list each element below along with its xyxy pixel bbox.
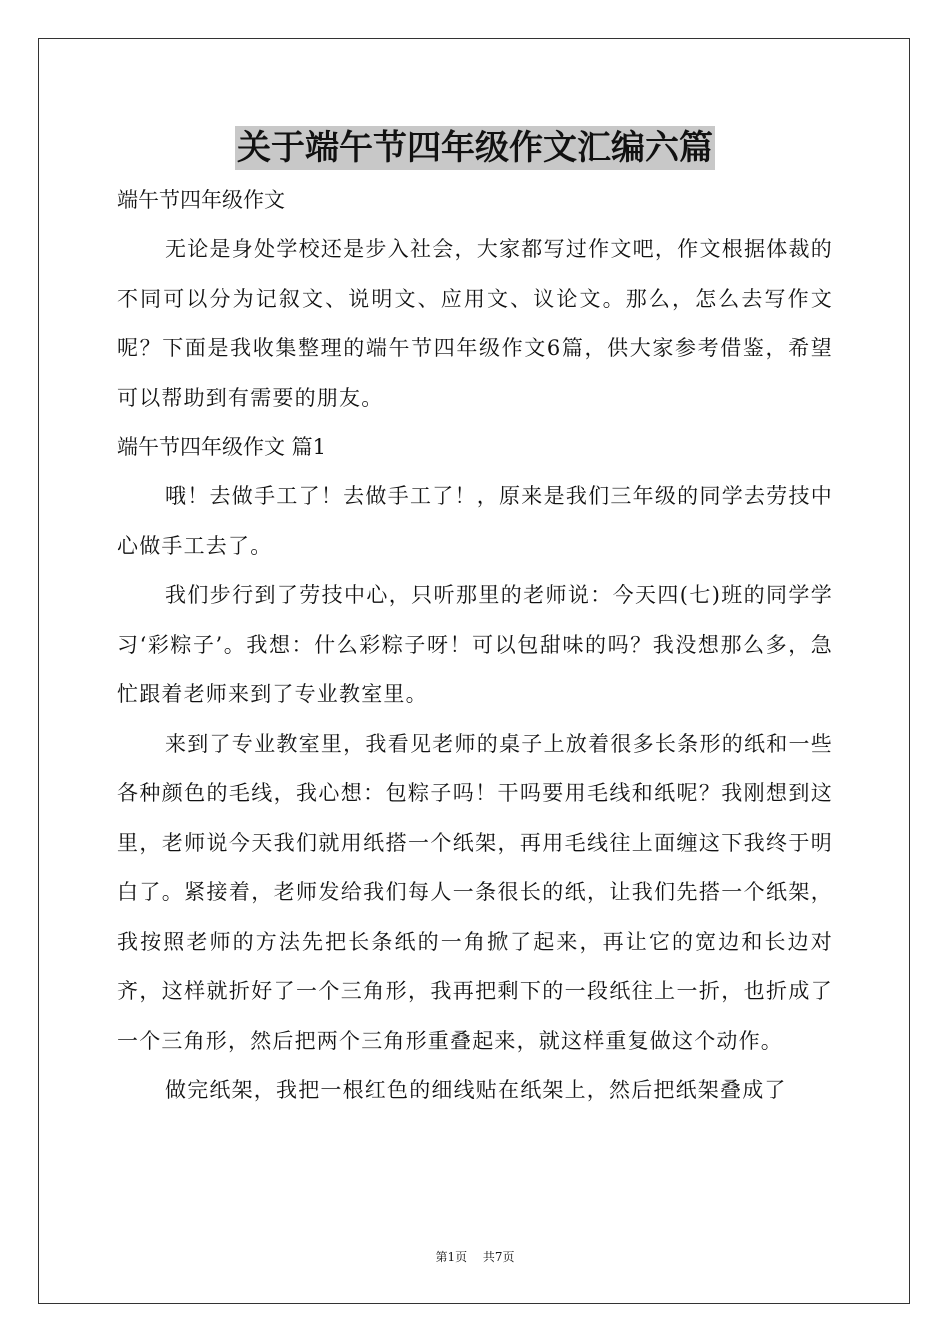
body-paragraph: 哦！去做手工了！去做手工了！，原来是我们三年级的同学去劳技中心做手工去了。 xyxy=(117,484,833,558)
title-container xyxy=(0,126,950,170)
intro-paragraph: 无论是身处学校还是步入社会，大家都写过作文吧，作文根据体裁的不同可以分为记叙文、说明文、应用文、议论文。那么，怎么去写作文呢？下面是我收集整理的端午节四年级作文6篇，供大家参考借鉴，希望可以帮助到有需要的朋友。 xyxy=(117,237,833,410)
page-number-current: 第1页 xyxy=(435,1250,468,1264)
section-heading: 端午节四年级作文 篇1 xyxy=(117,435,327,459)
document-subtitle: 端午节四年级作文 xyxy=(117,188,285,212)
page-number-total: 共7页 xyxy=(482,1250,515,1264)
document-body xyxy=(117,176,833,1116)
document-title: 关于端午节四年级作文汇编六篇 xyxy=(237,128,713,168)
body-paragraph: 我们步行到了劳技中心，只听那里的老师说：今天四(七)班的同学学习‘彩粽子’。我想：什么彩粽子呀！可以包甜味的吗？我没想那么多，急忙跟着老师来到了专业教室里。 xyxy=(117,583,833,706)
body-paragraph: 来到了专业教室里，我看见老师的桌子上放着很多长条形的纸和一些各种颜色的毛线，我心想：包粽子吗！干吗要用毛线和纸呢？我刚想到这里，老师说今天我们就用纸搭一个纸架，再用毛线往上面缠这下我终于明白了。紧接着，老师发给我们每人一条很长的纸，让我们先搭一个纸架，我按照老师的方法先把长条纸的一角掀了起来，再让它的宽边和长边对齐，这样就折好了一个三角形，我再把剩下的一段纸往上一折，也折成了一个三角形，然后把两个三角形重叠起来，就这样重复做这个动作。 xyxy=(117,731,833,1053)
page-footer xyxy=(0,1248,950,1265)
body-paragraph: 做完纸架，我把一根红色的细线贴在纸架上，然后把纸架叠成了 xyxy=(165,1078,787,1102)
